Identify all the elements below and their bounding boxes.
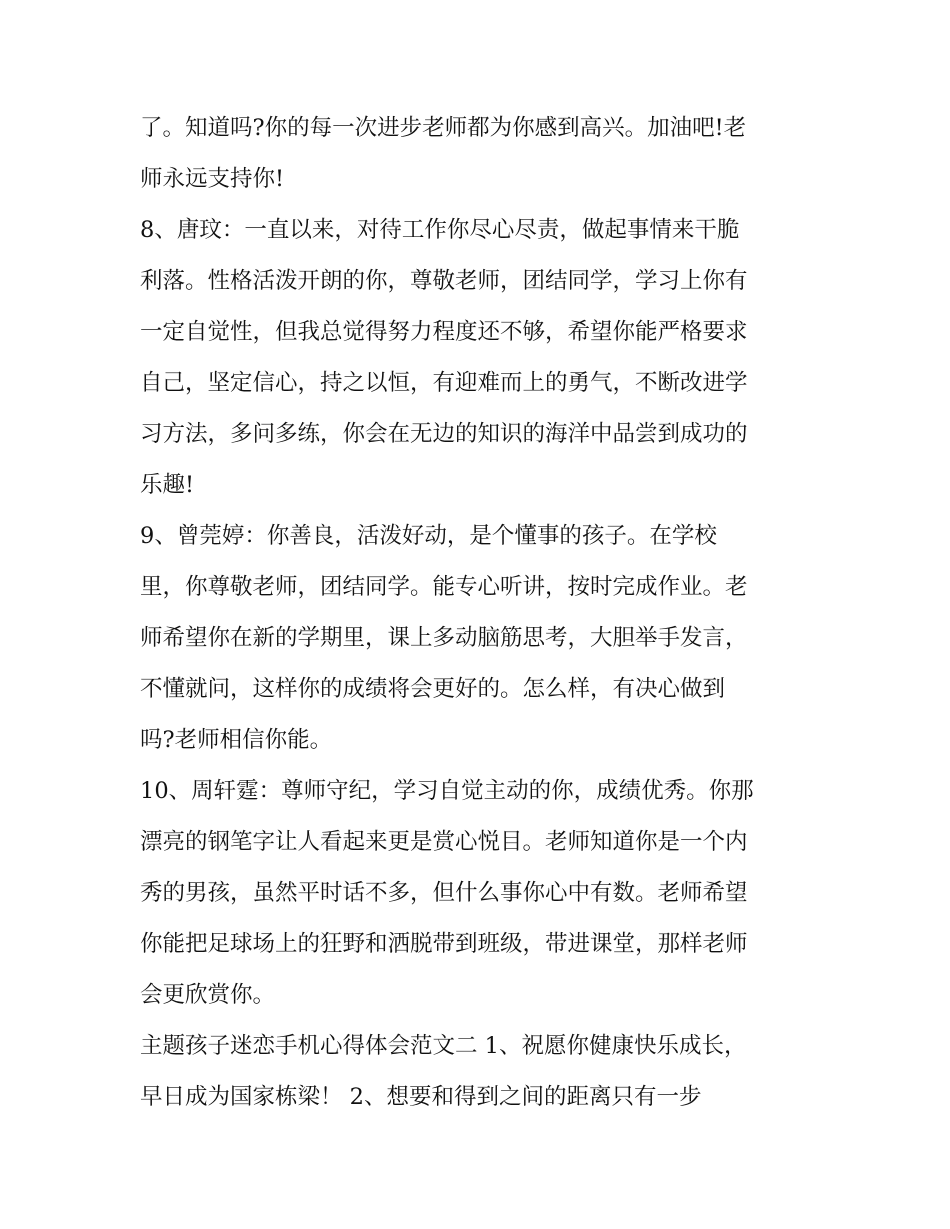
text-line: 漂亮的钢笔字让人看起来更是赏心悦目。老师知道你是一个内 (140, 829, 748, 855)
text-line: 自己，坚定信心，持之以恒，有迎难而上的勇气，不断改进学 (140, 370, 748, 396)
text-line: 你能把足球场上的狂野和洒脱带到班级，带进课堂，那样老师 (140, 931, 748, 957)
text-line: 习方法，多问多练，你会在无边的知识的海洋中品尝到成功的 (140, 421, 748, 447)
text-line: 利落。性格活泼开朗的你，尊敬老师，团结同学，学习上你有 (140, 268, 748, 294)
text-line: 主题孩子迷恋手机心得体会范文二 1、祝愿你健康快乐成长， (140, 1033, 747, 1059)
text-line: 9、曾莞婷：你善良，活泼好动，是个懂事的孩子。在学校 (140, 523, 717, 549)
text-line: 秀的男孩，虽然平时话不多，但什么事你心中有数。老师希望 (140, 880, 748, 906)
text-line: 里，你尊敬老师，团结同学。能专心听讲，按时完成作业。老 (140, 574, 748, 600)
text-line: 乐趣! (140, 472, 195, 498)
text-line: 10、周轩霆：尊师守纪，学习自觉主动的你，成绩优秀。你那 (140, 778, 754, 804)
text-line: 不懂就问，这样你的成绩将会更好的。怎么样，有决心做到 (140, 676, 726, 702)
text-line: 会更欣赏你。 (140, 982, 276, 1008)
document-body (140, 103, 820, 1123)
text-line: 师永远支持你! (140, 166, 285, 192)
text-line: 早日成为国家栋梁！ 2、想要和得到之间的距离只有一步 (140, 1084, 702, 1110)
text-line: 8、唐玟：一直以来，对待工作你尽心尽责，做起事情来干脆 (140, 217, 740, 243)
text-line: 一定自觉性，但我总觉得努力程度还不够，希望你能严格要求 (140, 319, 748, 345)
text-line: 了。知道吗?你的每一次进步老师都为你感到高兴。加油吧!老 (140, 115, 747, 141)
text-line: 吗?老师相信你能。 (140, 727, 333, 753)
text-line: 师希望你在新的学期里，课上多动脑筋思考，大胆举手发言， (140, 625, 748, 651)
